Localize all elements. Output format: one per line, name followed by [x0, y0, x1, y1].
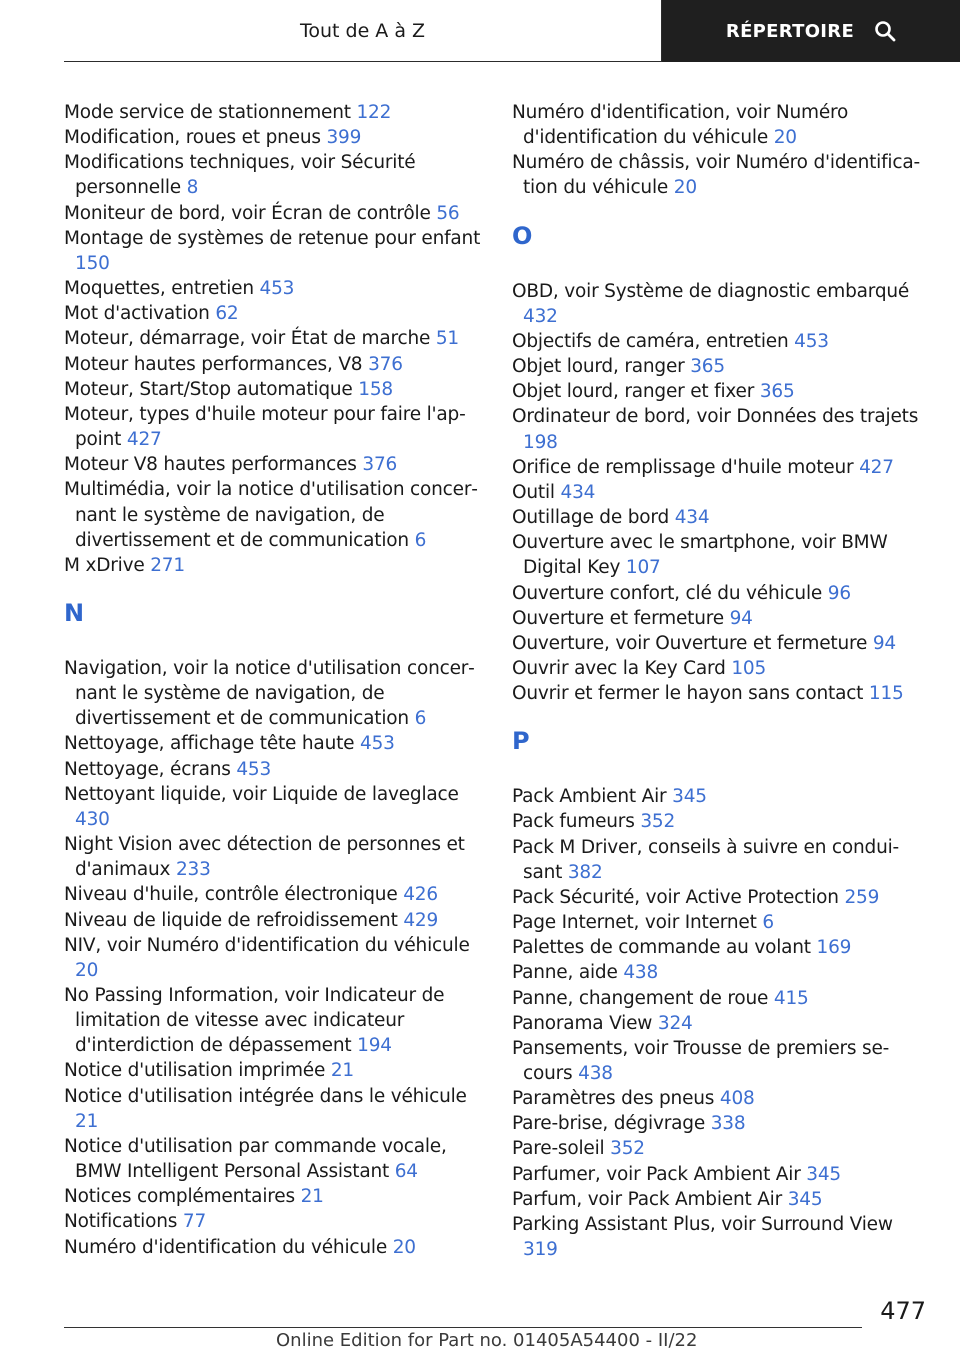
page-reference-link[interactable]: 376 [368, 353, 403, 375]
entry-text: Outil [512, 481, 561, 503]
index-entry [512, 656, 928, 681]
entry-text: Moteur, Start/Stop automatique [64, 378, 359, 400]
index-entry [512, 1086, 928, 1111]
page-header [64, 0, 960, 64]
index-entry [512, 354, 928, 379]
entry-text: Pare-soleil [512, 1138, 611, 1160]
index-entry [64, 1184, 484, 1209]
index-entry [64, 882, 484, 907]
index-entry [64, 1209, 484, 1234]
entry-text: Numéro d'identification, voir Numéro d'identification du véhicule [512, 102, 849, 149]
entry-text: Objet lourd, ranger [512, 356, 691, 378]
entry-text: Night Vision avec détection de personnes et d'animaux [64, 834, 465, 881]
entry-text: Objet lourd, ranger et fixer [512, 381, 760, 403]
entry-text: Panorama View [512, 1012, 658, 1034]
index-entry [512, 1136, 928, 1161]
page-reference-link[interactable]: 107 [625, 557, 661, 579]
index-entry [512, 681, 928, 706]
index-entry [64, 452, 484, 477]
entry-text: Pare-brise, dégivrage [512, 1113, 711, 1135]
entry-text: Palettes de commande au volant [512, 937, 817, 959]
page-reference-link[interactable]: 21 [330, 1060, 354, 1082]
page-reference-link[interactable]: 376 [362, 454, 398, 476]
footer-divider [64, 1327, 862, 1328]
entry-text: Ouverture et fermeture [512, 607, 730, 629]
index-entry [64, 276, 484, 301]
directory-label: RÉPERTOIRE [725, 20, 855, 42]
tab-tout-de-a-a-z[interactable] [64, 0, 662, 62]
index-entry [64, 1084, 484, 1134]
page-reference-link[interactable]: 453 [236, 758, 272, 780]
page-reference-link[interactable]: 427 [126, 429, 162, 451]
index-entry [512, 935, 928, 960]
page-number: 477 [880, 1297, 926, 1325]
entry-text: Numéro d'identification du véhicule [64, 1236, 393, 1258]
entry-text: No Passing Information, voir Indicateur de limitation de vitesse avec indicateur d'interdiction de dépassement [64, 985, 445, 1057]
entry-text: NIV, voir Numéro d'identification du véhicule [64, 934, 470, 956]
index-entry [512, 329, 928, 354]
entry-text: Panne, changement de roue [512, 987, 774, 1009]
entry-text: Parfum, voir Pack Ambient Air [512, 1188, 788, 1210]
index-entry [64, 1058, 484, 1083]
entry-text: Ouvrir et fermer le hayon sans contact [512, 683, 869, 705]
entry-text: Nettoyant liquide, voir Liquide de laveglace [64, 783, 459, 805]
entry-text: Moteur hautes performances, V8 [64, 353, 369, 375]
index-entry [512, 581, 928, 606]
index-entry [512, 150, 928, 200]
index-entry [512, 631, 928, 656]
entry-text: Moniteur de bord, voir Écran de contrôle [64, 202, 437, 224]
edition-footer: Online Edition for Part no. 01405A54400 - II/22 [276, 1330, 698, 1351]
page-reference-link[interactable]: 158 [358, 378, 394, 400]
page-reference-link[interactable]: 194 [357, 1035, 392, 1057]
index-entry [64, 477, 484, 552]
search-icon[interactable] [874, 20, 896, 42]
entry-text: Ordinateur de bord, voir Données des trajets [512, 406, 919, 428]
page-reference-link[interactable]: 64 [394, 1161, 418, 1183]
entry-text: Objectifs de caméra, entretien [512, 330, 795, 352]
index-column-left [64, 100, 484, 1260]
entry-text: Notice d'utilisation imprimée [64, 1060, 331, 1082]
index-entry [512, 1212, 928, 1262]
entry-text: Mode service de stationnement [64, 102, 357, 123]
index-entry [512, 1036, 928, 1086]
page-reference-link[interactable]: 94 [729, 607, 753, 629]
entry-text: Montage de systèmes de retenue pour enfant [64, 227, 481, 249]
tab-repertoire[interactable] [662, 0, 960, 62]
index-entry [64, 377, 484, 402]
page-reference-link[interactable]: 21 [75, 1110, 99, 1132]
page-reference-link[interactable]: 427 [859, 456, 894, 478]
page-reference-link[interactable]: 338 [710, 1113, 746, 1135]
page-reference-link[interactable]: 96 [827, 582, 851, 604]
index-entry [64, 301, 484, 326]
page-reference-link[interactable]: 365 [759, 381, 795, 403]
index-entry [64, 553, 484, 578]
page-reference-link[interactable]: 122 [356, 102, 392, 123]
entry-text: Parking Assistant Plus, voir Surround View [512, 1213, 893, 1235]
index-entry [64, 402, 484, 452]
entry-text: Page Internet, voir Internet [512, 912, 763, 934]
page-reference-link[interactable]: 6 [414, 708, 427, 730]
entry-text: Panne, aide [512, 962, 624, 984]
entry-text: Paramètres des pneus [512, 1088, 720, 1110]
entry-text: Multimédia, voir la notice d'utilisation concernant le système de navigation, de divertissement et de communication [64, 479, 478, 551]
entry-text: M xDrive [64, 554, 151, 576]
index-entry [512, 986, 928, 1011]
index-column-right [512, 100, 928, 1262]
entry-text: Nettoyage, affichage tête haute [64, 733, 361, 755]
page-reference-link[interactable]: 324 [657, 1012, 693, 1034]
index-entry [64, 1235, 484, 1260]
entry-text: Ouvrir avec la Key Card [512, 657, 732, 679]
page-reference-link[interactable]: 438 [578, 1063, 613, 1084]
index-entry [512, 1162, 928, 1187]
index-entry [512, 404, 928, 454]
index-entry [512, 379, 928, 404]
entry-text: Notice d'utilisation intégrée dans le véhicule [64, 1085, 467, 1107]
page-reference-link[interactable]: 105 [731, 657, 767, 679]
entry-text: Nettoyage, écrans [64, 758, 237, 780]
page-reference-link[interactable]: 382 [567, 861, 603, 883]
index-entry [512, 505, 928, 530]
page-reference-link[interactable]: 453 [360, 733, 395, 755]
entry-text: Niveau d'huile, contrôle électronique [64, 884, 404, 906]
index-entry [64, 201, 484, 226]
section-letter: O [512, 221, 533, 250]
page-reference-link[interactable]: 426 [403, 884, 438, 906]
index-entry [64, 150, 484, 200]
entry-text: Ouverture confort, clé du véhicule [512, 582, 828, 604]
index-entry [512, 279, 928, 329]
entry-text: Modifications techniques, voir Sécurité personnelle [64, 152, 416, 199]
page-reference-link[interactable]: 150 [75, 252, 110, 274]
page-reference-link[interactable]: 51 [435, 328, 459, 350]
index-entry [512, 1187, 928, 1212]
page-reference-link[interactable]: 434 [674, 507, 710, 529]
index-entry [64, 731, 484, 756]
page-reference-link[interactable]: 115 [868, 683, 904, 705]
index-entry [512, 530, 928, 580]
entry-text: Ouverture, voir Ouverture et fermeture [512, 632, 873, 654]
index-entry [512, 1011, 928, 1036]
index-entry [64, 100, 484, 125]
index-entry [64, 933, 484, 983]
page-reference-link[interactable]: 271 [150, 554, 185, 576]
index-entry [512, 784, 928, 809]
page-reference-link[interactable]: 453 [794, 330, 829, 352]
page-reference-link[interactable]: 6 [762, 912, 774, 934]
page-reference-link[interactable]: 345 [672, 786, 707, 808]
entry-text: Moteur, démarrage, voir État de marche [64, 328, 436, 350]
page-reference-link[interactable]: 259 [844, 886, 880, 908]
page-reference-link[interactable]: 352 [610, 1138, 645, 1160]
entry-text: Ouverture avec le smartphone, voir BMW Digital Key [512, 532, 888, 579]
index-entry [512, 809, 928, 834]
page-reference-link[interactable]: 352 [640, 811, 676, 833]
index-entry [512, 910, 928, 935]
entry-text: Moteur V8 hautes performances [64, 454, 363, 476]
page-reference-link[interactable]: 6 [414, 529, 427, 551]
entry-text: Notices complémentaires [64, 1186, 301, 1208]
index-entry [512, 1111, 928, 1136]
index-entry [512, 835, 928, 885]
index-entry [64, 352, 484, 377]
page-reference-link[interactable]: 438 [623, 962, 659, 984]
index-entry [64, 983, 484, 1058]
page-reference-link[interactable]: 8 [186, 177, 199, 199]
page-reference-link[interactable]: 345 [787, 1188, 823, 1210]
page-reference-link[interactable]: 198 [523, 431, 558, 453]
tab-label: Tout de A à Z [299, 19, 426, 42]
index-entry [512, 606, 928, 631]
entry-text: Pack fumeurs [512, 811, 641, 833]
page-reference-link[interactable]: 429 [403, 909, 439, 931]
page-reference-link[interactable]: 408 [719, 1088, 755, 1110]
entry-text: Orifice de remplissage d'huile moteur [512, 456, 860, 478]
page-reference-link[interactable]: 169 [816, 937, 852, 959]
section-letter: P [512, 727, 530, 756]
index-entry [64, 125, 484, 150]
index-entry [512, 480, 928, 505]
index-entry [512, 960, 928, 985]
entry-text: Navigation, voir la notice d'utilisation concernant le système de navigation, de divertissement et de communication [64, 657, 475, 730]
page-reference-link[interactable]: 20 [773, 127, 797, 149]
entry-text: Moquettes, entretien [64, 278, 260, 300]
page-reference-link[interactable]: 62 [215, 303, 239, 325]
entry-text: Numéro de châssis, voir Numéro d'identification du véhicule [512, 152, 921, 199]
page-reference-link[interactable]: 319 [523, 1239, 558, 1261]
index-entry [64, 326, 484, 351]
page-reference-link[interactable]: 453 [259, 278, 295, 300]
index-entry [64, 782, 484, 832]
entry-text: Notifications [64, 1211, 183, 1233]
entry-text: Pack Ambient Air [512, 786, 673, 808]
page-reference-link[interactable]: 21 [300, 1186, 324, 1208]
index-entry [64, 656, 484, 731]
page-reference-link[interactable]: 94 [872, 632, 896, 654]
index-entry [64, 832, 484, 882]
entry-text: Modification, roues et pneus [64, 127, 327, 149]
index-entry [512, 885, 928, 910]
index-entry [512, 455, 928, 480]
section-letter: N [64, 598, 85, 627]
page-reference-link[interactable]: 77 [182, 1211, 207, 1233]
page-reference-link[interactable]: 56 [436, 202, 460, 224]
entry-text: Pack Sécurité, voir Active Protection [512, 886, 845, 908]
page-reference-link[interactable]: 20 [673, 177, 697, 199]
entry-text: Moteur, types d'huile moteur pour faire l'appoint [64, 403, 466, 451]
index-entry [512, 100, 928, 150]
index-entry [64, 1134, 484, 1184]
page-reference-link[interactable]: 415 [773, 987, 809, 1009]
page-reference-link[interactable]: 233 [175, 859, 211, 881]
index-entry [64, 908, 484, 933]
page-reference-link[interactable]: 430 [75, 808, 110, 830]
page-reference-link[interactable]: 20 [392, 1236, 416, 1258]
entry-text: Pack M Driver, conseils à suivre en conduisant [512, 836, 900, 883]
entry-text: Niveau de liquide de refroidissement [64, 909, 404, 931]
entry-text: OBD, voir Système de diagnostic embarqué [512, 280, 910, 302]
page-reference-link[interactable]: 365 [690, 356, 725, 378]
page-reference-link[interactable]: 434 [560, 481, 596, 503]
index-entry [64, 226, 484, 276]
page-reference-link[interactable]: 345 [806, 1163, 841, 1185]
entry-text: Mot d'activation [64, 303, 216, 325]
index-entry [64, 757, 484, 782]
page-reference-link[interactable]: 20 [75, 959, 99, 981]
entry-text: Notice d'utilisation par commande vocale, BMW Intelligent Personal Assistant [64, 1135, 447, 1183]
page-reference-link[interactable]: 432 [523, 305, 558, 327]
entry-text: Pansements, voir Trousse de premiers secours [512, 1037, 890, 1084]
entry-text: Outillage de bord [512, 507, 675, 529]
entry-text: Parfumer, voir Pack Ambient Air [512, 1163, 807, 1185]
page-reference-link[interactable]: 399 [326, 127, 362, 149]
